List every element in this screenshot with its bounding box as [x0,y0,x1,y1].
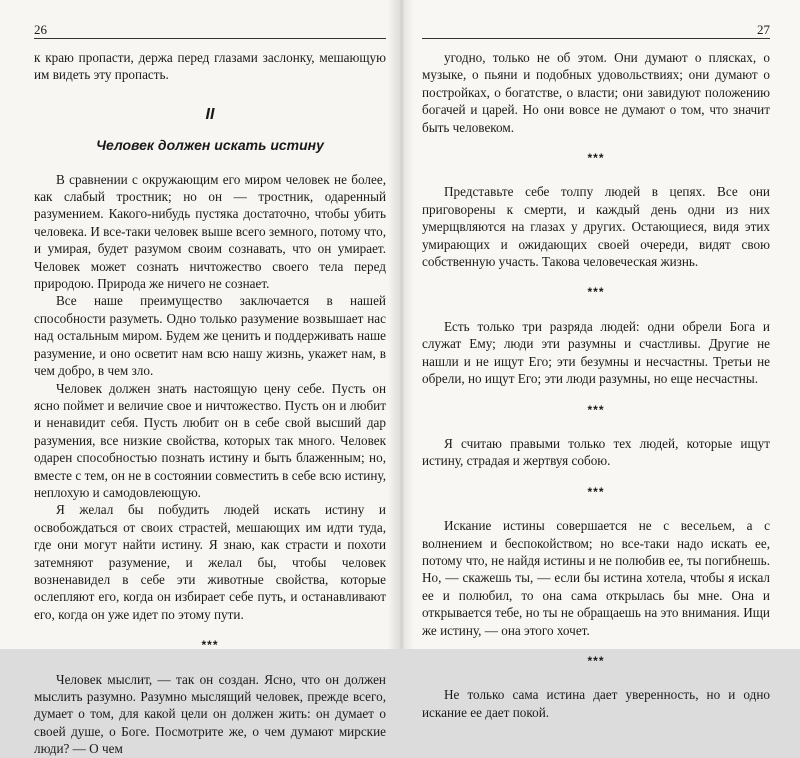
section-separator: *** [587,402,605,417]
section-separator: *** [587,285,605,300]
paragraph: Я желал бы побудить людей искать истину и освобождаться от своих страстей, мешающих им идти туда, где они могут найти истину. Я знаю, как страсти и похоти затемняют разумение, и желал бы, чтобы человек возненавидел в себе эти животные свойства, которые ослепляют его, когда он избирает себе путь, и останавливают его, когда он уже идет по этому пути. [34,502,386,622]
page-number-left: 26 [34,22,47,37]
left-page [0,0,400,757]
section-separator: *** [587,484,605,499]
paragraph: Не только сама истина дает уверенность, но и одно искание ее дает покой. [422,687,770,720]
right-page [400,0,800,720]
paragraph: Человек мыслит, — так он создан. Ясно, что он должен мыслить разумно. Разумно мыслящий человек, прежде всего, думает о том, для какой цели он должен жить: он думает о своей душе, о Боге. Посмотрите же, о чем думают мирские люди? — О чем [34,671,386,757]
paragraph: Искание истины совершается не с весельем, а с волнением и беспокойством; но все-таки надо искать ее, потому что, не найдя истины и не полюбив ее, ты погибнешь. Но, — скажешь ты, — если бы истина хотела, чтобы я искал ее и полюбил, то она сама открылась бы мне. Она и открывается тебе, но ты не обращаешь на это внимания. Ищи же истину, — она этого хочет. [422,518,770,638]
section-separator: *** [587,151,605,166]
section-separator: *** [201,638,219,653]
left-page-text [34,49,386,758]
paragraph: В сравнении с окружающим его миром человек не более, как слабый тростник; но он — тростник, одаренный разумением. Какого-нибудь пустяка достаточно, чтобы убить человека. И все-таки человек выше всего земного, потому что, и умирая, будет разумом своим сознавать, что он умирает. Человек может сознать ничтожество своего тела перед природою. Природа же ничего не сознает. [34,171,386,292]
page-number-right: 27 [757,22,770,37]
paragraph: Я считаю правыми только тех людей, которые ищут истину, страдая и жертвуя собою. [422,435,770,469]
right-page-header [422,18,770,39]
paragraph: Человек должен знать настоящую цену себе. Пусть он ясно поймет и величие свое и ничтожество. Пусть он и любит и ненавидит себя. Пусть любит он в себе свой высший дар разумения, все низкие свойства, которых так много. Человек одарен способностью познать истину и быть блаженным; но, вместе с тем, он не в состоянии совместить в себе всю истину, неплохую и самодовлеющую. [34,380,386,500]
chapter-number: II [205,105,215,123]
right-page-text [422,49,770,721]
left-page-header [34,18,386,39]
paragraph: угодно, только не об этом. Они думают о плясках, о музыке, о пьяни и подобных удовольствиях; они думают о постройках, о богатстве, о власти; они завидуют положению богачей и царей. Но они вовсе не думают о том, что значит быть человеком. [422,50,770,135]
paragraph: Все наше преимущество заключается в нашей способности разуметь. Одно только разумение возвышает нас над остальным миром. Будем же ценить и поддерживать наше разумение, и оно осветит нам всю нашу жизнь, укажет нам, в чем добро, в чем зло. [34,293,386,379]
paragraph: Есть только три разряда людей: одни обрели Бога и служат Ему; люди эти разумны и счастливы. Другие не нашли и не ищут Его; эти безумны и несчастны. Третьи не обрели, но ищут Его; эти люди разумны, но еще несчастны. [422,318,770,387]
intro-paragraph: к краю пропасти, держа перед глазами заслонку, мешающую им видеть эту пропасть. [34,50,386,83]
section-separator: *** [587,653,605,668]
chapter-title: Человек должен искать истину [96,137,324,154]
paragraph: Представьте себе толпу людей в цепях. Все они приговорены к смерти, и каждый день одни из них умерщвляются на глазах у других. Остающиеся, видя этих умирающих и ожидающих своей очереди, видят свою собственную участь. Такова человеческая жизнь. [422,184,770,270]
